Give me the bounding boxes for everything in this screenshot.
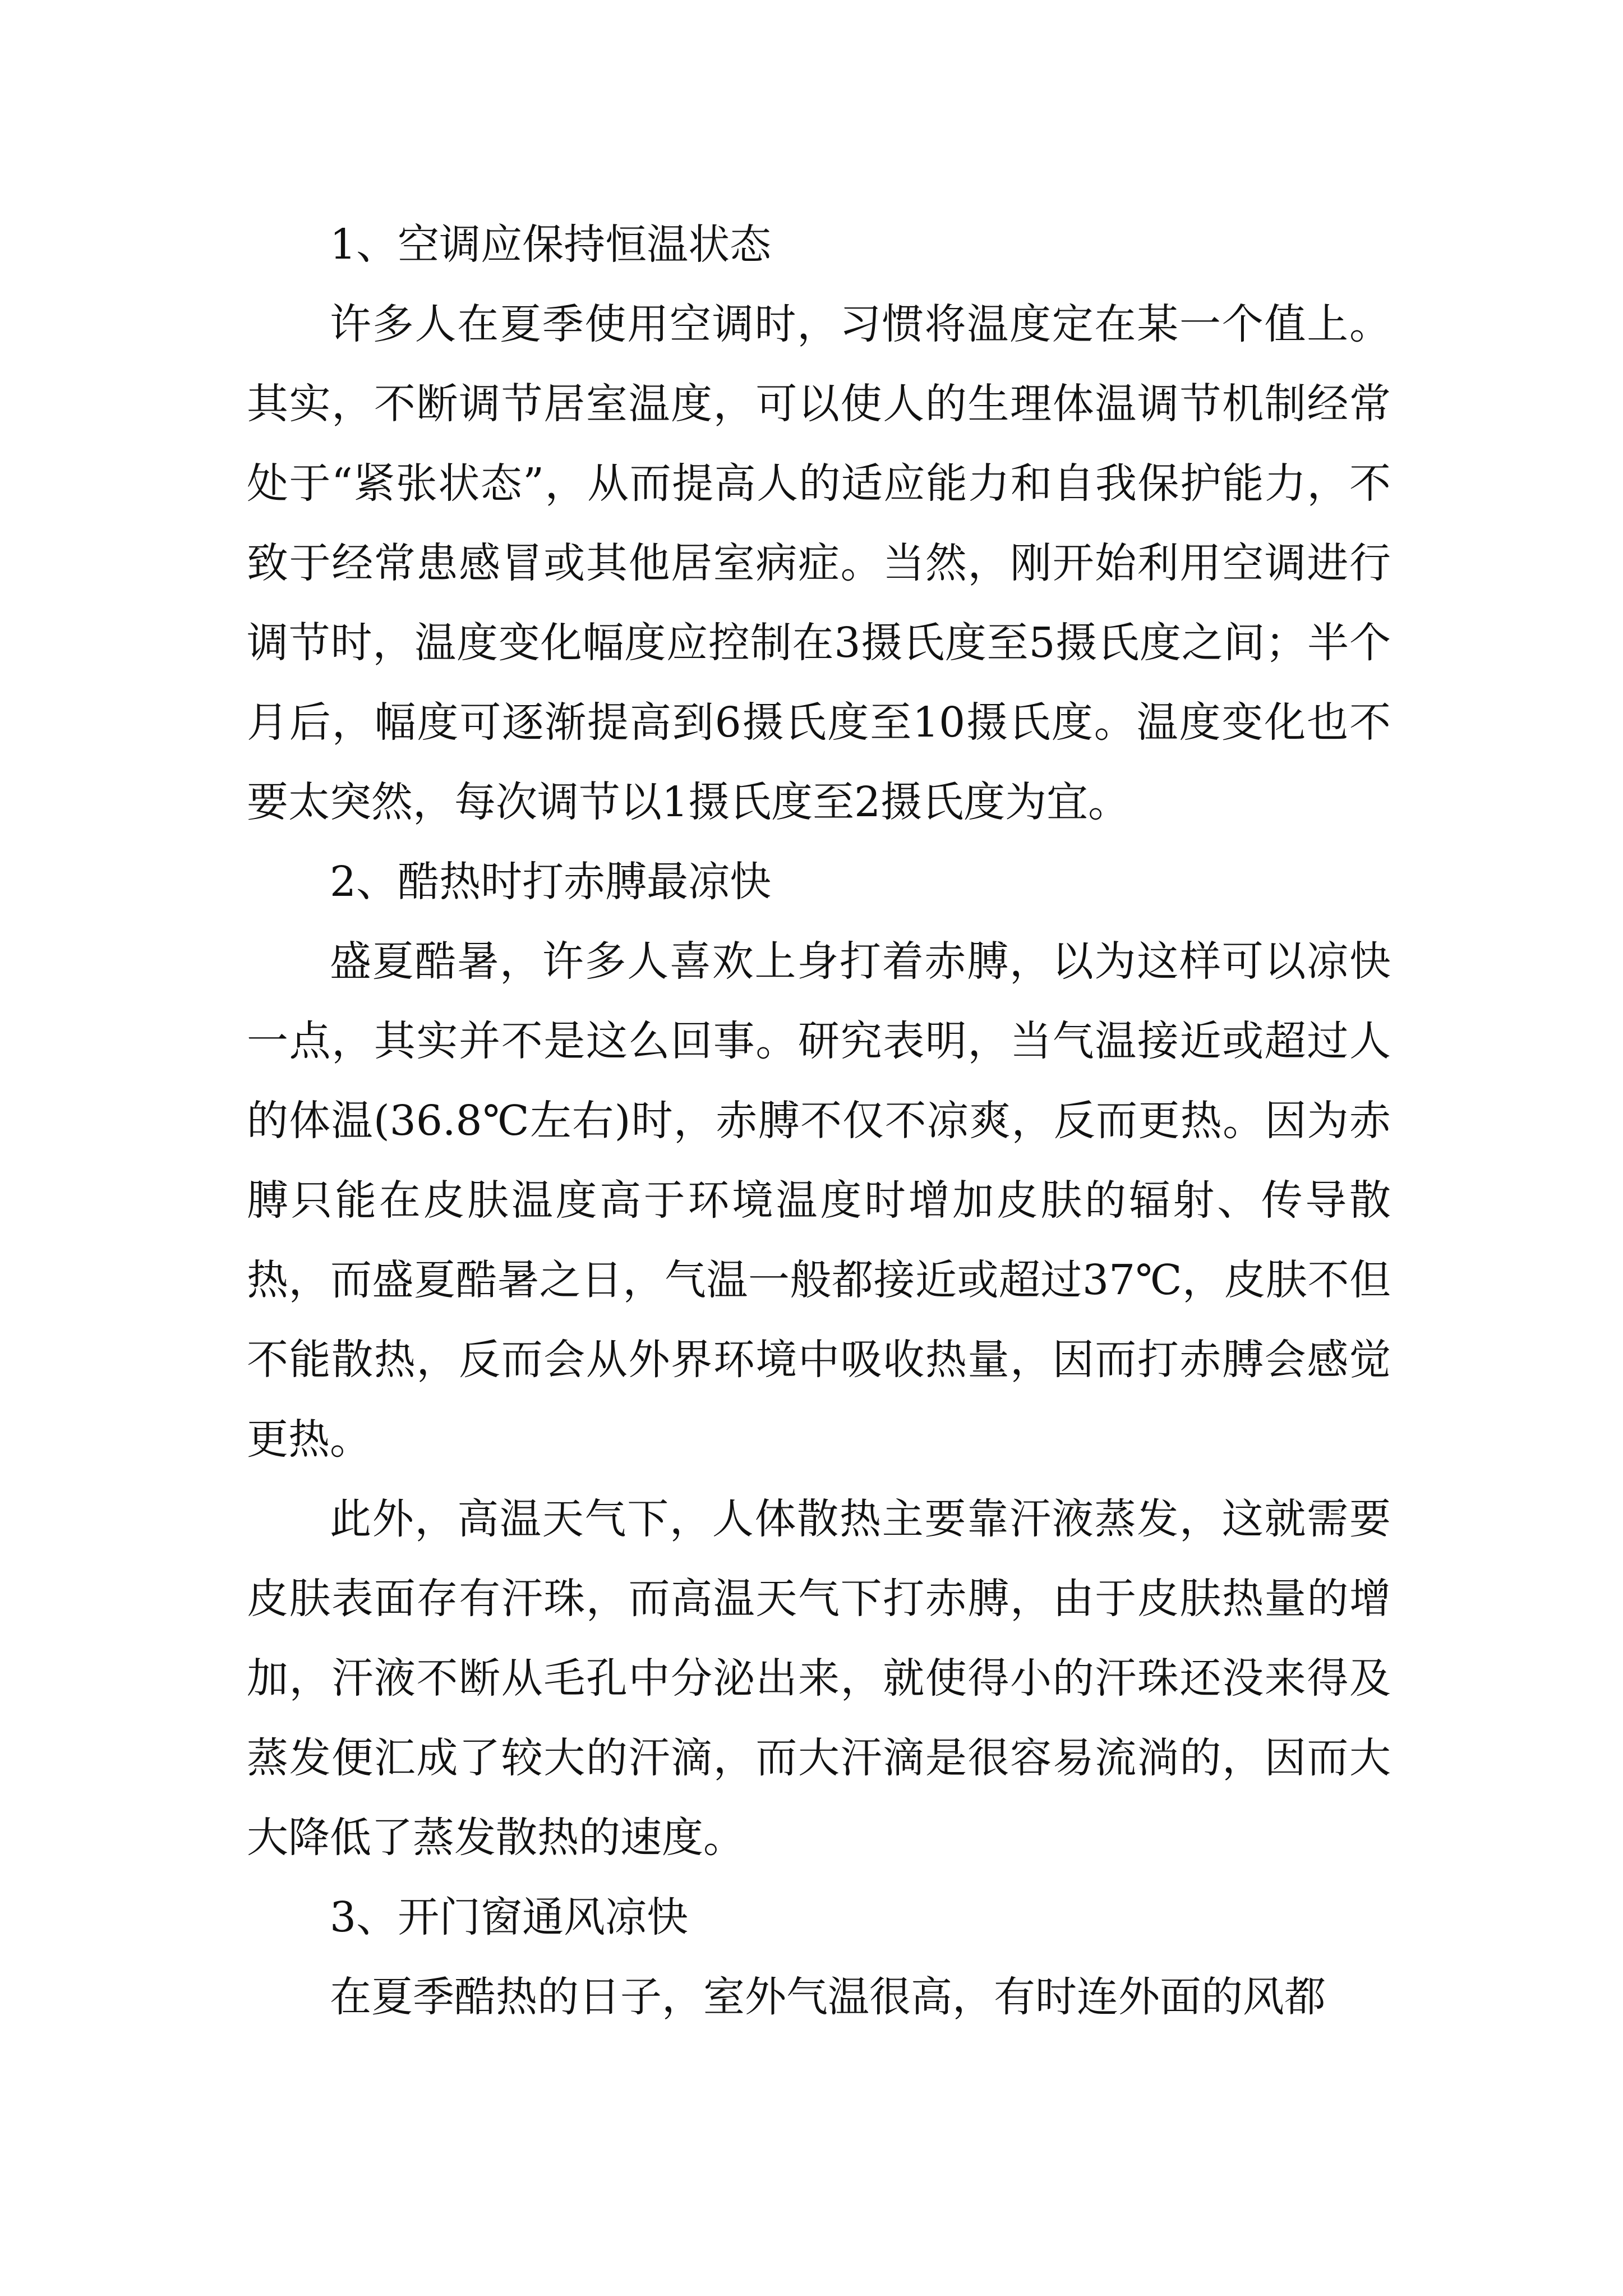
- document-body: [247, 205, 1391, 2037]
- paragraph-ac-constant-temperature: 许多人在夏季使用空调时，习惯将温度定在某一个值上。其实，不断调节居室温度，可以使人的生理体温调节机制经常处于“紧张状态”，从而提高人的适应能力和自我保护能力，不致于经常患感冒或其他居室病症。当然，刚开始利用空调进行调节时，温度变化幅度应控制在3摄氏度至5摄氏度之间；半个月后，幅度可逐渐提高到6摄氏度至10摄氏度。温度变化也不要太突然，每次调节以1摄氏度至2摄氏度为宜。: [247, 300, 1391, 826]
- section-heading-2: 2、酷热时打赤膊最凉快: [330, 858, 772, 906]
- section-heading-3: 3、开门窗通风凉快: [330, 1893, 689, 1941]
- paragraph-shirtless-heat: 盛夏酷暑，许多人喜欢上身打着赤膊，以为这样可以凉快一点，其实并不是这么回事。研究表明，当气温接近或超过人的体温(36.8℃左右)时，赤膊不仅不凉爽，反而更热。因为赤膊只能在皮肤温度高于环境温度时增加皮肤的辐射、传导散热，而盛夏酷暑之日，气温一般都接近或超过37℃，皮肤不但不能散热，反而会从外界环境中吸收热量，因而打赤膊会感觉更热。: [247, 937, 1391, 1464]
- section-heading-1: 1、空调应保持恒温状态: [330, 220, 772, 269]
- paragraph-sweat-evaporation: 此外，高温天气下，人体散热主要靠汗液蒸发，这就需要皮肤表面存有汗珠，而高温天气下打赤膊，由于皮肤热量的增加，汗液不断从毛孔中分泌出来，就使得小的汗珠还没来得及蒸发便汇成了较大的汗滴，而大汗滴是很容易流淌的，因而大大降低了蒸发散热的速度。: [247, 1495, 1391, 1862]
- paragraph-ventilation: 在夏季酷热的日子，室外气温很高，有时连外面的风都: [330, 1973, 1326, 2021]
